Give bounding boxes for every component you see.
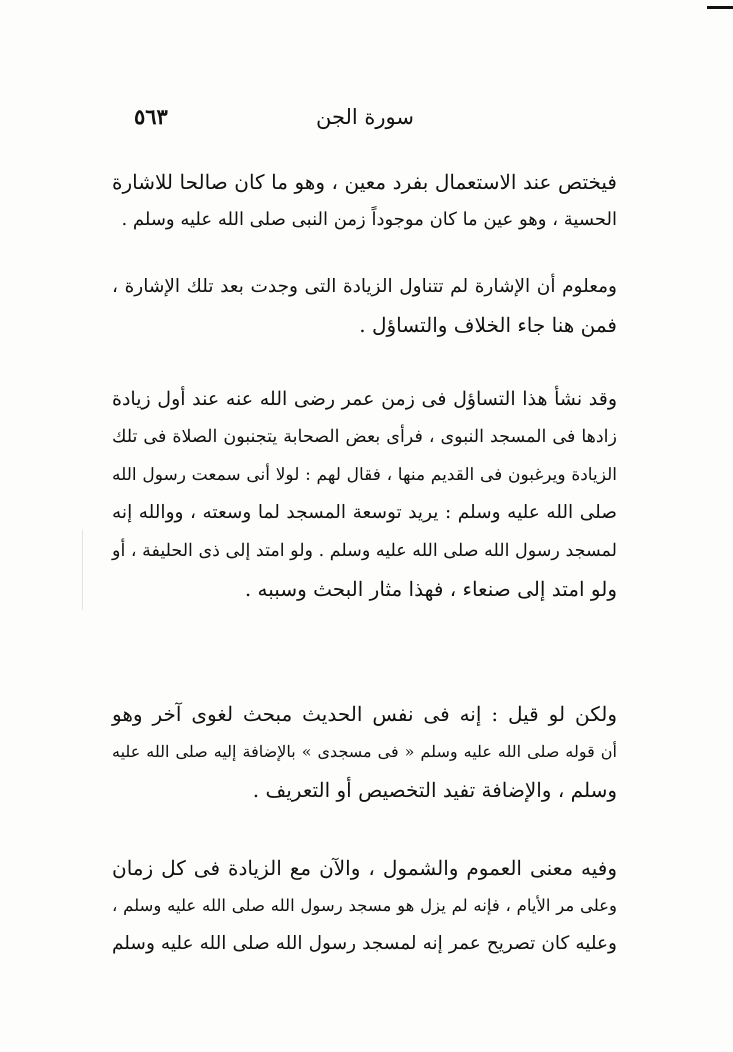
text-line: وعلى مر الأيام ، فإنه لم يزل هو مسجد رسول الله صلى الله عليه وسلم ، — [112, 896, 617, 915]
text-line: الزيادة ويرغبون فى القديم منها ، فقال لهم : لولا أنى سمعت رسول الله — [112, 465, 617, 485]
text-line: ومعلوم أن الإشارة لم تتناول الزيادة التى وجدت بعد تلك الإشارة ، — [112, 276, 617, 297]
page-number: ٥٦٣ — [134, 104, 168, 129]
text-line: أن قوله صلى الله عليه وسلم « فى مسجدى » بالإضافة إليه صلى الله عليه — [112, 742, 617, 761]
text-line: ولو امتد إلى صنعاء ، فهذا مثار البحث وسببه . — [244, 577, 617, 601]
page-title: سورة الجن — [315, 105, 415, 129]
text-line: وسلم ، والإضافة تفيد التخصيص أو التعريف . — [252, 778, 617, 802]
text-line: صلى الله عليه وسلم : يريد توسعة المسجد لما وسعته ، ووالله إنه — [112, 502, 617, 523]
text-line: ولكن لو قيل : إنه فى نفس الحديث مبحث لغوى آخر وهو — [112, 702, 617, 726]
text-line: زادها فى المسجد النبوى ، فرأى بعض الصحابة يتجنبون الصلاة فى تلك — [112, 427, 617, 447]
margin-mark — [82, 530, 83, 610]
text-line: وعليه كان تصريح عمر إنه لمسجد رسول الله صلى الله عليه وسلم — [112, 933, 617, 954]
text-line: لمسجد رسول الله صلى الله عليه وسلم . ولو امتد إلى ذى الحليفة ، أو — [112, 541, 617, 561]
paragraph-4 — [112, 695, 617, 809]
text-line: فيختص عند الاستعمال بفرد معين ، وهو ما كان صالحا للاشارة — [112, 170, 617, 194]
text-line: فمن هنا جاء الخلاف والتساؤل . — [359, 313, 617, 337]
paragraph-1 — [112, 163, 617, 239]
text-line: وقد نشأ هذا التساؤل فى زمن عمر رضى الله عنه عند أول زيادة — [112, 388, 617, 410]
top-edge-rule — [707, 6, 733, 9]
text-line: الحسية ، وهو عين ما كان موجوداً زمن النبى صلى الله عليه وسلم . — [121, 209, 617, 230]
text-line: وفيه معنى العموم والشمول ، والآن مع الزيادة فى كل زمان — [112, 856, 617, 880]
page-header — [130, 100, 600, 134]
paragraph-3 — [112, 380, 617, 608]
paragraph-2 — [112, 268, 617, 344]
paragraph-5 — [112, 849, 617, 963]
